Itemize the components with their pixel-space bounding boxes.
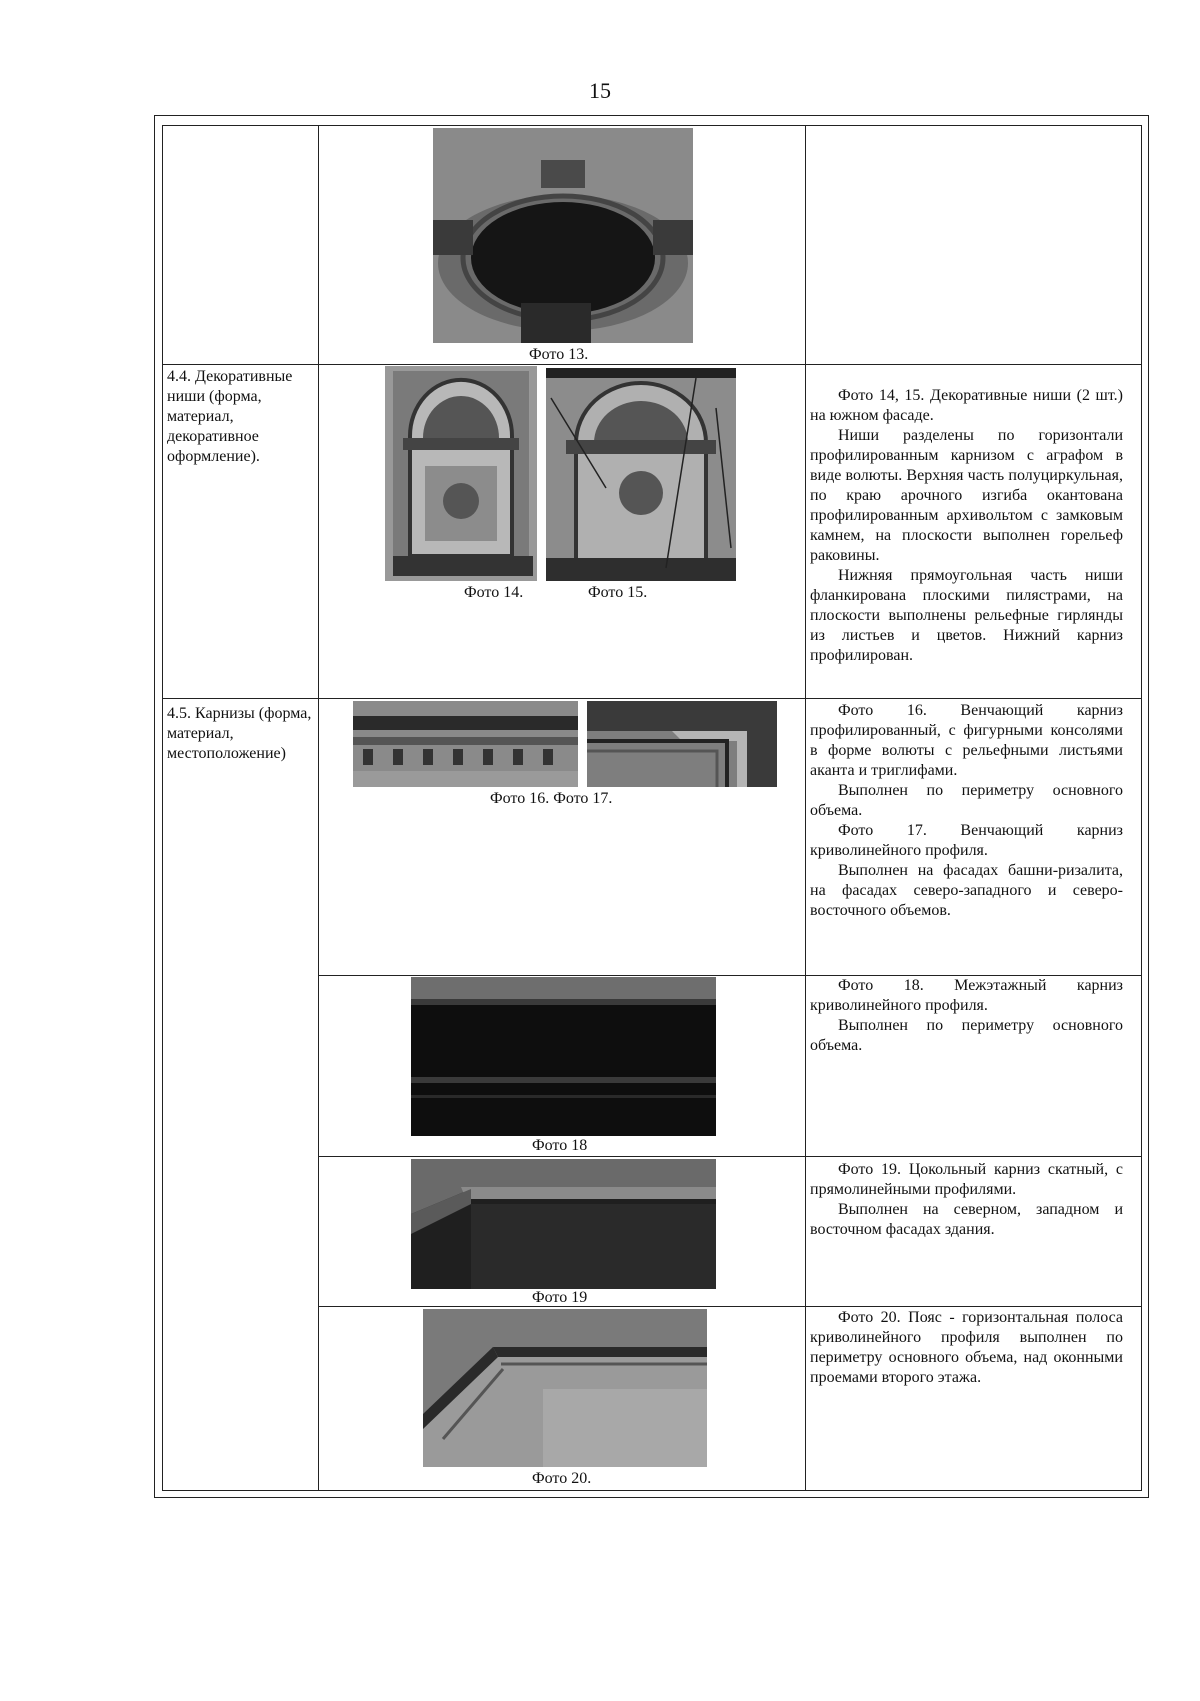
photo-15-caption: Фото 15. [588,584,648,601]
photo-18-caption: Фото 18 [532,1137,588,1154]
cornices-paragraph-2: Выполнен по периметру основного объема. [810,782,1123,819]
photo-16 [353,701,578,787]
cornices-paragraph-3: Фото 17. Венчающий карниз криволинейного профиля. [810,822,1123,859]
column-divider-1 [318,125,319,1491]
niches-paragraph-1: Фото 14, 15. Декоративные ниши (2 шт.) на южном фасаде. [810,387,1123,424]
niches-paragraph-3: Нижняя прямоугольная часть ниши фланкирована плоскими пилястрами, на плоскости выполнены рельефные гирлянды из листьев и цветов. Нижний карниз профилирован. [810,567,1123,664]
niches-section-label: 4.4. Декоративные ниши (форма, материал, декоративное оформление). [167,368,293,465]
photo-14 [385,366,537,581]
photo-13 [433,128,693,343]
photo-18-paragraph-2: Выполнен по периметру основного объема. [810,1017,1123,1054]
row-divider-5 [318,1306,1142,1307]
photo-19-description [810,1160,1123,1240]
niches-paragraph-2: Ниши разделены по горизонтали профилированным карнизом с аграфом в виде волюты. Верхняя часть полуциркульная, по краю арочного изгиба окантована профилированным архивольтом с замковым камнем, на плоскости выполнен горельеф раковины. [810,427,1123,564]
photo-19 [411,1159,716,1289]
cornices-paragraph-1: Фото 16. Венчающий карниз профилированный, с фигурными консолями в форме волюты с рельефными листьями аканта и триглифами. [810,702,1123,779]
cornices-section-label: 4.5. Карнизы (форма, материал, местоположение) [167,705,312,762]
photo-19-paragraph-1: Фото 19. Цокольный карниз скатный, с прямолинейными профилями. [810,1161,1123,1198]
cornices-description [810,701,1123,921]
page-number: 15 [589,78,611,103]
photo-18-paragraph-1: Фото 18. Межэтажный карниз криволинейного профиля. [810,977,1123,1014]
column-divider-2 [805,125,806,1491]
photo-18-description [810,976,1123,1056]
row-divider-4 [318,1156,1142,1157]
photo-20-paragraph-1: Фото 20. Пояс - горизонтальная полоса криволинейного профиля выполнен по периметру основного объема, над оконными проемами второго этажа. [810,1309,1123,1386]
photo-20-caption: Фото 20. [532,1470,592,1487]
photo-14-caption: Фото 14. [464,584,524,601]
cornices-paragraph-4: Выполнен на фасадах башни-ризалита, на фасадах северо-западного и северо-восточного объемов. [810,862,1123,919]
photo-19-paragraph-2: Выполнен на северном, западном и восточном фасадах здания. [810,1201,1123,1238]
niches-description [810,386,1123,666]
photo-16-17-caption: Фото 16. Фото 17. [490,790,613,807]
photo-13-caption: Фото 13. [529,346,589,363]
photo-20 [423,1309,707,1467]
row-divider-1 [162,364,1142,365]
row-divider-2 [162,698,1142,699]
photo-19-caption: Фото 19 [532,1289,588,1306]
photo-18 [411,977,716,1136]
photo-17 [587,701,777,787]
photo-20-description [810,1308,1123,1388]
photo-15 [546,368,736,581]
